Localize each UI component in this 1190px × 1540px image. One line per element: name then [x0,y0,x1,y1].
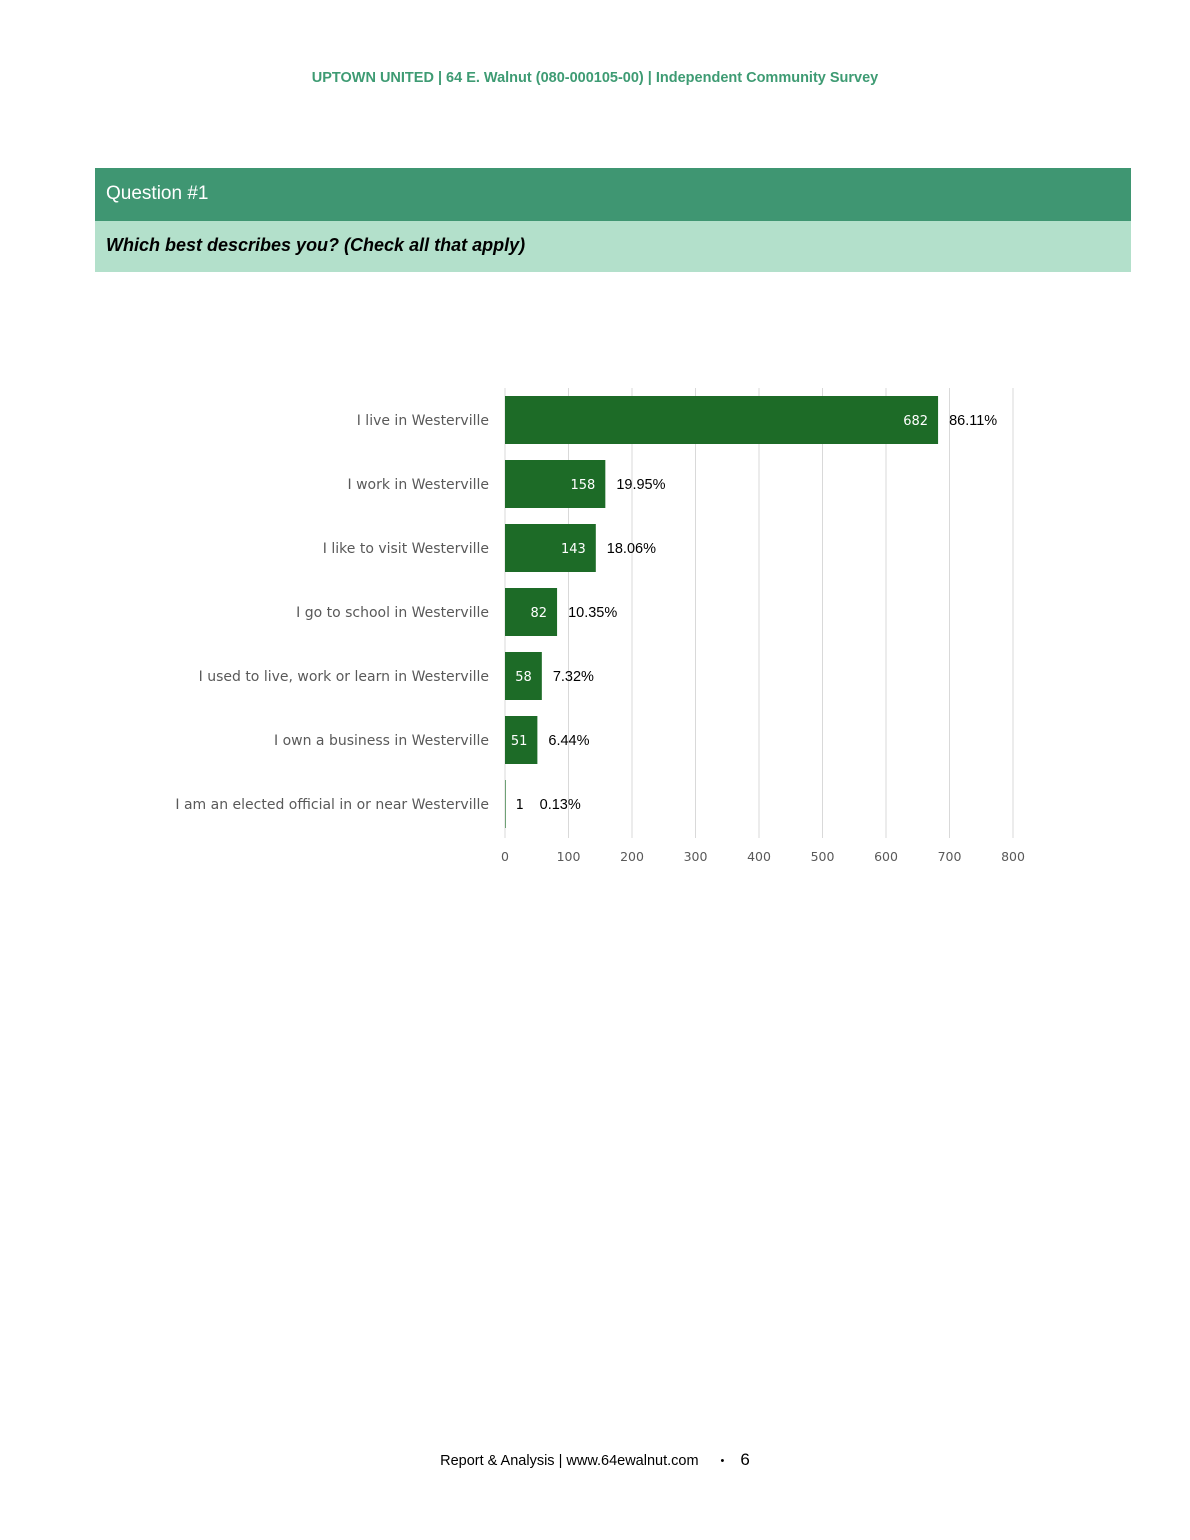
question-text-banner: Which best describes you? (Check all that apply) [95,221,1131,272]
x-tick-label: 200 [620,849,644,864]
x-tick-label: 800 [1001,849,1025,864]
category-label: I live in Westerville [356,413,489,429]
footer-bullet: • [720,1455,725,1468]
bar-value-label: 143 [560,542,586,557]
percent-label: 19.95% [616,477,666,493]
x-tick-label: 700 [937,849,962,864]
x-tick-label: 100 [556,849,581,864]
x-tick-label: 500 [810,849,835,864]
x-tick-label: 0 [501,849,509,864]
category-label: I am an elected official in or near Westerville [175,797,489,813]
bar-value-label: 51 [510,734,528,749]
x-tick-label: 600 [874,849,898,864]
bar [505,396,938,444]
percent-label: 86.11% [949,413,998,429]
bar [505,780,506,828]
percent-label: 7.32% [552,669,594,685]
percent-label: 18.06% [606,541,656,557]
page-number: 6 [740,1450,750,1469]
x-tick-label: 400 [747,849,771,864]
category-label: I own a business in Westerville [274,733,489,749]
percent-label: 6.44% [548,733,590,749]
bar-value-label: 158 [570,478,596,493]
question-number-banner: Question #1 [95,168,1131,221]
bar-value-label: 1 [515,798,524,813]
category-label: I work in Westerville [347,477,489,493]
document-header: UPTOWN UNITED | 64 E. Walnut (080-000105-00) | Independent Community Survey [311,70,879,86]
page-footer [0,1450,1190,1470]
bar-value-label: 82 [530,606,548,621]
footer-text: Report & Analysis | www.64ewalnut.com [440,1453,699,1469]
bar-value-label: 682 [903,414,929,429]
category-label: I like to visit Westerville [322,541,489,557]
category-label: I used to live, work or learn in Westerville [198,669,489,685]
bar-value-label: 58 [515,670,532,685]
percent-label: 10.35% [568,605,618,621]
category-label: I go to school in Westerville [296,605,489,621]
percent-label: 0.13% [539,797,581,813]
x-tick-label: 300 [683,849,708,864]
